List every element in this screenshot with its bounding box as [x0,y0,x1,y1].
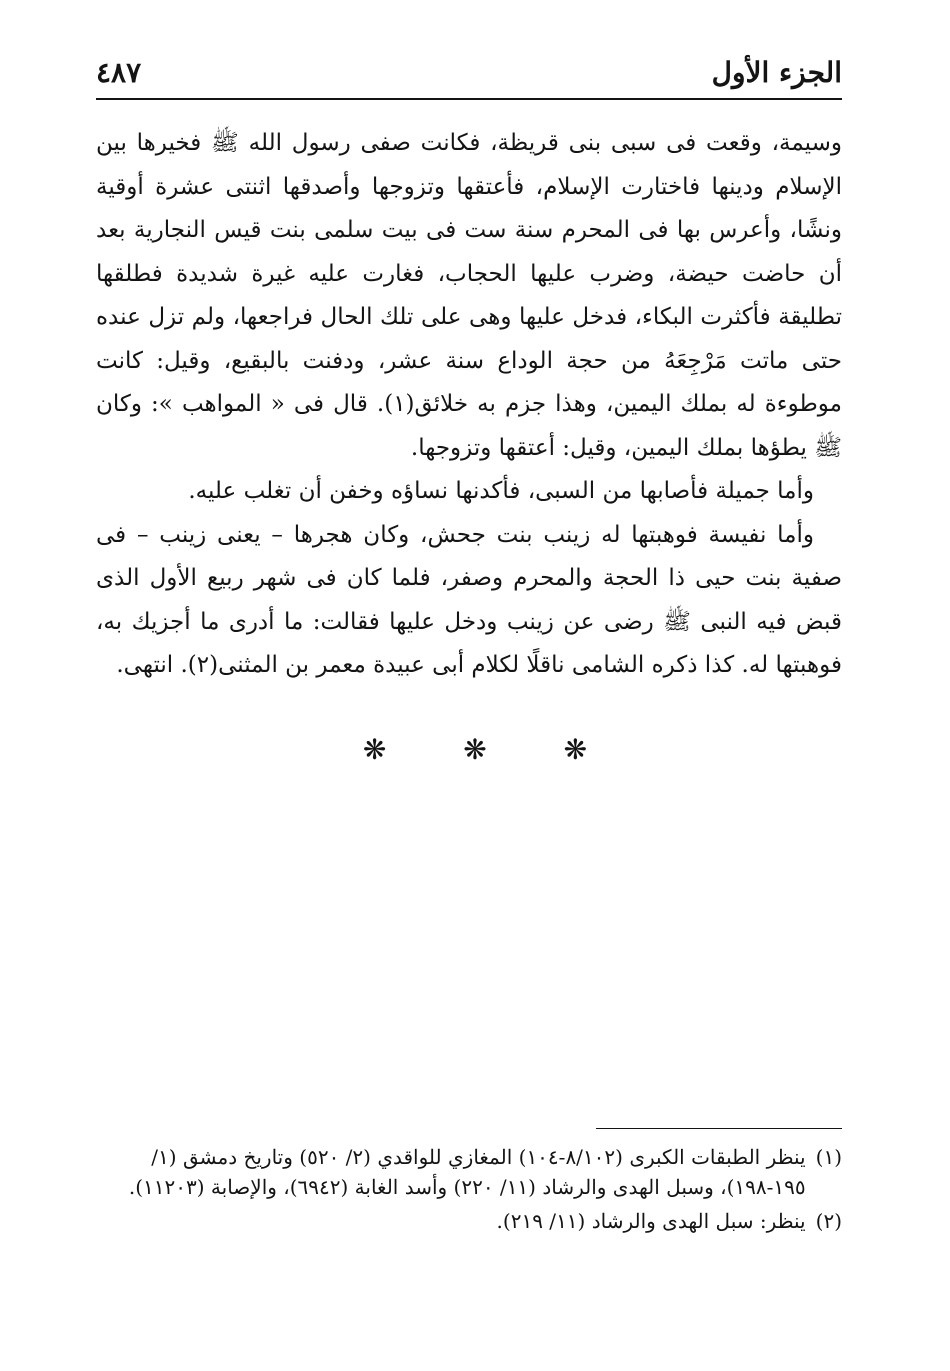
asterism-icon: ❋ [563,733,588,766]
running-title: الجزء الأول [711,56,842,89]
paragraph: وأما جميلة فأصابها من السبى، فأكدنها نساؤه وخفن أن تغلب عليه. [188,478,814,504]
footnote-text: ينظر: سبل الهدى والرشاد (١١/ ٢١٩). [496,1209,806,1233]
asterism-icon: ❋ [463,733,487,766]
footnote-number: (١) [815,1145,842,1169]
section-separator [0,733,950,766]
footnote-text: ينظر الطبقات الكبرى (٨/١٠٢-١٠٤) المغازي للواقدي (٢/ ٥٢٠) وتاريخ دمشق (١/ ١٩٥-١٩٨)، وسبل الهدى والرشاد (١١/ ٢٢٠) وأسد الغابة (٦٩٤٢)، والإصابة (١١٢٠٣). [128,1145,806,1199]
footnote-number: (٢) [815,1209,842,1233]
asterism-icon: ❋ [362,733,387,766]
footnote [96,1142,842,1202]
page-number: ٤٨٧ [96,56,142,89]
page-header [96,48,842,100]
main-text [96,122,842,688]
footnote [96,1206,842,1236]
footnotes [96,1142,842,1236]
paragraph: وسيمة، وقعت فى سبى بنى قريظة، فكانت صفى رسول الله ﷺ فخيرها بين الإسلام ودينها فاختارت الإسلام، فأعتقها وتزوجها وأصدقها اثنتى عشرة أوقية ونشًا، وأعرس بها فى المحرم سنة ست فى بيت سلمى بنت قيس النجارية بعد أن حاضت حيضة، وضرب عليها الحجاب، فغارت عليه غيرة شديدة فطلقها تطليقة فأكثرت البكاء، فدخل عليها وهى على تلك الحال فراجعها، ولم تزل عنده حتى ماتت مَرْجِعَهُ من حجة الوداع سنة عشر، ودفنت بالبقيع، وقيل: كانت موطوءة له بملك اليمين، وهذا جزم به خلائق(١). قال فى « المواهب »: وكان ﷺ يطؤها بملك اليمين، وقيل: أعتقها وتزوجها. [96,130,842,461]
paragraph: وأما نفيسة فوهبتها له زينب بنت جحش، وكان هجرها – يعنى زينب – فى صفية بنت حيى ذا الحجة والمحرم وصفر، فلما كان فى شهر ربيع الأول الذى قبض فيه النبى ﷺ رضى عن زينب ودخل عليها فقالت: ما أدرى ما أجزيك به، فوهبتها له. كذا ذكره الشامى ناقلًا لكلام أبى عبيدة معمر بن المثنى(٢). انتهى. [96,521,842,678]
footnote-divider [596,1128,842,1129]
